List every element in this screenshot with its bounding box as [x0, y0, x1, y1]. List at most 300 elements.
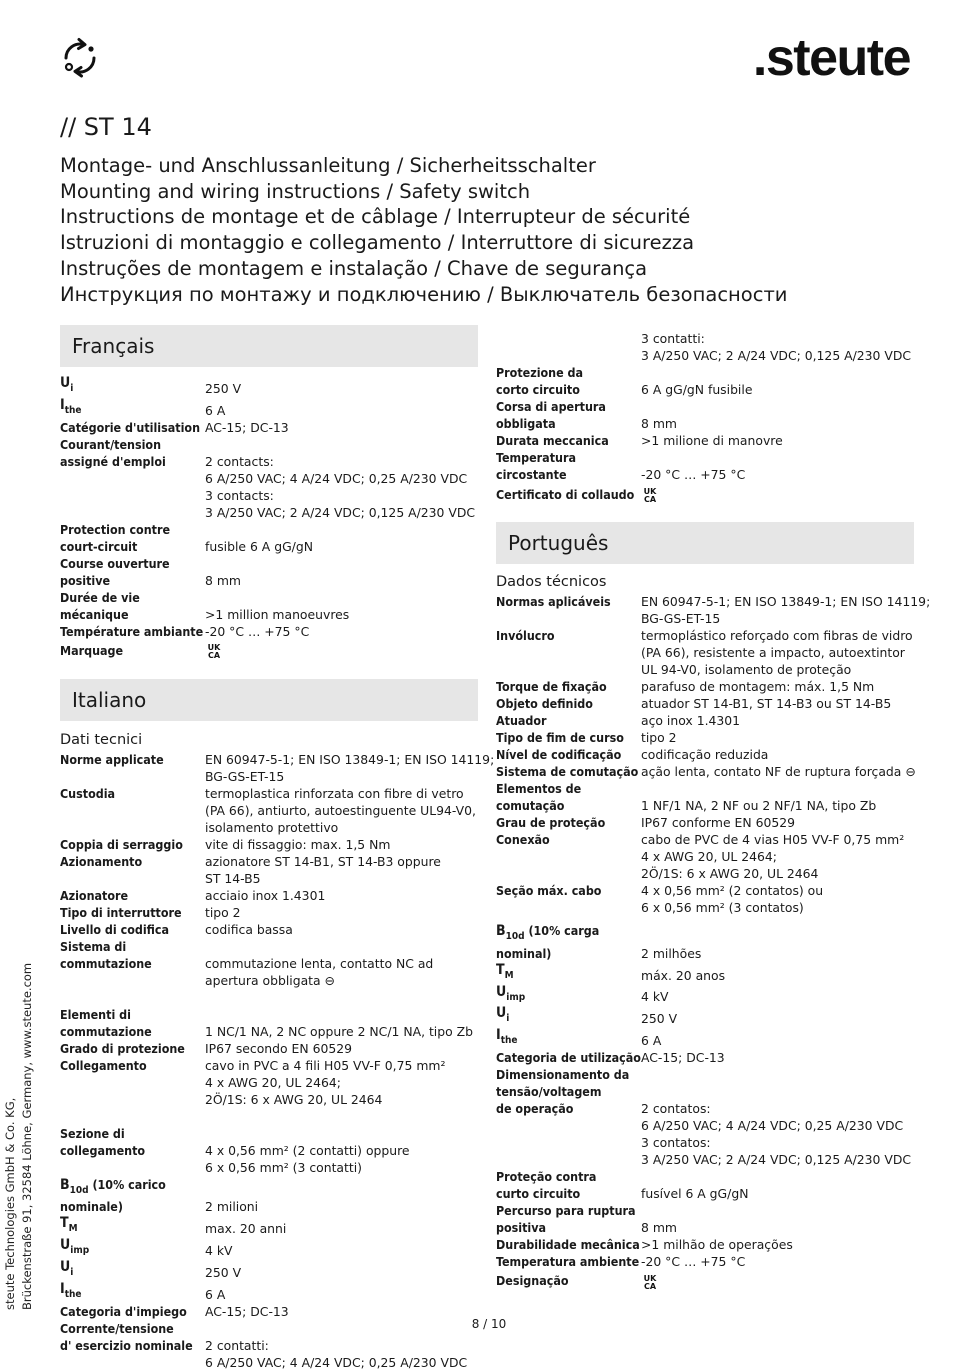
- spec-symbol: [60, 1237, 205, 1259]
- spec-label-line: Conexão: [496, 832, 550, 847]
- spec-symbol: [60, 1281, 205, 1303]
- spec-value: [641, 432, 914, 449]
- spec-row: [60, 419, 478, 436]
- spec-value-line: fusível 6 A gG/gN: [641, 1185, 749, 1201]
- spec-row: [60, 887, 478, 904]
- spec-row: [60, 1281, 478, 1303]
- subtitle-it: Istruzioni di montaggio e collegamento / Interruttore di sicurezza: [60, 231, 695, 255]
- spec-label: [496, 1005, 641, 1027]
- spec-label: [496, 483, 641, 505]
- spec-value: [205, 640, 478, 662]
- spec-value: [641, 1253, 914, 1270]
- spec-row: [60, 1057, 478, 1108]
- spec-value-line: UL 94-V0, isolamento de proteção: [641, 662, 852, 677]
- spec-value-line: max. 20 anni: [205, 1221, 287, 1237]
- spec-value-line: ST 14-B5: [205, 870, 261, 886]
- spec-value: [205, 436, 478, 521]
- spec-row: [496, 364, 914, 398]
- spec-label-line: Grau de proteção: [496, 815, 606, 830]
- spec-value-line: 3 contacts:: [205, 487, 274, 503]
- spec-value-line: 3 contatos:: [641, 1134, 711, 1150]
- spec-label-line: Torque de fixação: [496, 679, 607, 694]
- spec-label-line: Coppia di serraggio: [60, 836, 183, 852]
- spec-value-line: 2 contatti:: [205, 1337, 269, 1353]
- symbol-tail: (10% carico: [88, 1176, 166, 1192]
- spec-label-line: Azionatore: [60, 887, 129, 903]
- company-name: steute Technologies GmbH & Co. KG,: [3, 1097, 17, 1310]
- spec-label: [496, 1202, 641, 1236]
- spec-label: [60, 1125, 205, 1176]
- spec-row: [60, 1176, 478, 1216]
- spec-label: [60, 419, 205, 436]
- spec-value-line: 4 x 0,56 mm² (2 contatti) oppure: [205, 1142, 410, 1158]
- spec-value-line: 6 A/250 VAC; 4 A/24 VDC; 0,25 A/230 VDC: [205, 470, 468, 486]
- spec-value-line: AC-15; DC-13: [205, 419, 289, 435]
- spec-label: [496, 763, 641, 780]
- company-address: [2, 963, 36, 1310]
- spec-value: [641, 882, 914, 916]
- spec-row: [496, 1049, 914, 1066]
- spec-value: [205, 555, 478, 589]
- symbol-letter: T: [496, 961, 505, 978]
- spec-value-line: IP67 secondo EN 60529: [205, 1040, 352, 1056]
- spec-value-line: BG-GS-ET-15: [641, 611, 721, 626]
- spec-label: [60, 1176, 205, 1216]
- spec-value-line: (PA 66), antiurto, autoestinguente UL94-V0,: [205, 802, 476, 818]
- symbol-letter: I: [496, 1027, 501, 1044]
- svg-text:CA: CA: [643, 494, 657, 504]
- spec-label-line: Categoria de utilização: [496, 1049, 641, 1065]
- spec-value-line: tipo 2: [205, 904, 241, 920]
- spec-value-line: tipo 2: [641, 730, 677, 745]
- spec-value-line: 4 kV: [205, 1242, 233, 1258]
- symbol-letter: U: [496, 983, 507, 1000]
- spec-value-line: commutazione lenta, contatto NC ad: [205, 955, 434, 971]
- spec-value-line: BG-GS-ET-15: [205, 768, 285, 784]
- spec-value: [641, 678, 914, 695]
- spec-label-line: positiva: [496, 1219, 547, 1235]
- spec-label-line: Custodia: [60, 785, 116, 801]
- right-column: [496, 330, 931, 1292]
- spec-value: [641, 746, 914, 763]
- spec-label-line: corto circuito: [496, 382, 580, 397]
- spec-label-line: nominale): [60, 1199, 123, 1215]
- spec-label: [496, 1049, 641, 1066]
- spec-row: [60, 397, 478, 419]
- spec-label: [60, 1006, 205, 1040]
- spec-label-line: Azionamento: [60, 853, 143, 869]
- spec-value-line: 3 contatti:: [641, 331, 705, 346]
- spec-value-line: apertura obbligata ⊖: [205, 972, 335, 988]
- spec-label: [496, 780, 641, 814]
- spec-value-line: 2 contatos:: [641, 1100, 711, 1116]
- spec-value: [205, 623, 478, 640]
- spec-row: [496, 962, 914, 984]
- symbol-letter: I: [60, 396, 65, 413]
- spec-row: [496, 763, 914, 780]
- spec-label-line: Invólucro: [496, 628, 555, 643]
- spec-row: [496, 922, 914, 962]
- svg-text:CA: CA: [207, 651, 221, 661]
- spec-value-line: 6 A: [205, 1286, 226, 1302]
- company-street: Brückenstraße 91, 32584 Löhne, Germany, www.steute.com: [20, 962, 34, 1310]
- spec-label-line: Categoria d'impiego: [60, 1303, 187, 1319]
- spec-value-line: aço inox 1.4301: [641, 713, 741, 728]
- spec-value-line: 250 V: [205, 380, 242, 396]
- document-subtitles: [60, 153, 787, 307]
- spec-row: [60, 640, 478, 662]
- spec-value: [641, 712, 914, 729]
- spec-row: [496, 1202, 914, 1236]
- spec-label: [496, 984, 641, 1006]
- spec-table-portugues: [496, 593, 931, 1292]
- spec-row: [496, 330, 914, 364]
- spec-value-line: parafuso de montagem: máx. 1,5 Nm: [641, 679, 875, 694]
- spec-symbol: [496, 1005, 641, 1027]
- spec-value-line: 6 A/250 VAC; 4 A/24 VDC; 0,25 A/230 VDC: [641, 1117, 904, 1133]
- spec-value-line: codifica bassa: [205, 921, 293, 937]
- spec-label-line: Temperatura ambiente: [496, 1253, 640, 1269]
- spec-label-line: Proteção contra: [496, 1168, 597, 1184]
- spec-label-line: Sistema de comutação: [496, 764, 639, 779]
- spec-label-line: Objeto definido: [496, 696, 593, 711]
- spec-value: [205, 1040, 478, 1057]
- spec-label: [496, 712, 641, 729]
- spec-label: [496, 729, 641, 746]
- spec-label-line: tensão/voltagem: [496, 1083, 602, 1099]
- spec-row: [60, 521, 478, 555]
- spec-label-line: Tipo de fim de curso: [496, 730, 624, 745]
- spec-value: [641, 763, 916, 780]
- spec-value-line: termoplastica rinforzata con fibre di vetro: [205, 785, 464, 801]
- spec-label-line: obbligata: [496, 416, 556, 431]
- spec-row: [496, 695, 914, 712]
- spec-table-francais: [60, 375, 478, 662]
- symbol-subscript: imp: [70, 1244, 90, 1256]
- spec-value-line: fusible 6 A gG/gN: [205, 538, 313, 554]
- spec-label-line: commutazione: [60, 1023, 152, 1039]
- symbol-subscript: M: [68, 1223, 78, 1235]
- spec-label-line: Protection contre: [60, 521, 171, 537]
- spec-value-spacer: [641, 1083, 914, 1100]
- spec-symbol: [60, 1259, 205, 1281]
- spec-row: [60, 836, 478, 853]
- spec-row: [496, 984, 914, 1006]
- spec-value: [205, 589, 478, 623]
- spec-label: [496, 1253, 641, 1270]
- spec-label: [496, 432, 641, 449]
- spec-value: [641, 593, 930, 627]
- spec-value-spacer: [205, 436, 478, 453]
- spec-label: [60, 836, 205, 853]
- spec-row: [60, 751, 495, 785]
- spec-label-line: comutação: [496, 798, 565, 813]
- spec-label-line: court-circuit: [60, 538, 138, 554]
- spec-row: [496, 1027, 914, 1049]
- spec-label: [60, 785, 205, 836]
- symbol-letter: B: [60, 1176, 70, 1193]
- spec-row: [496, 1270, 914, 1292]
- spec-value-line: AC-15; DC-13: [641, 1049, 725, 1065]
- spec-value: [641, 449, 914, 483]
- spec-value: [205, 938, 478, 989]
- symbol-letter: T: [60, 1215, 69, 1232]
- spec-value-line: 4 x AWG 20, UL 2464;: [205, 1074, 341, 1090]
- spec-label: [496, 1236, 641, 1253]
- spec-row: [496, 814, 914, 831]
- spec-row: [496, 1005, 914, 1027]
- spec-value: [205, 1057, 478, 1108]
- spec-value: [205, 853, 478, 887]
- spec-label: [60, 521, 205, 555]
- spec-value-line: 8 mm: [205, 572, 241, 588]
- spec-value-line: termoplástico reforçado com fibras de vidro: [641, 628, 913, 643]
- spec-label: [496, 330, 641, 364]
- spec-label-line: Atuador: [496, 713, 547, 728]
- spec-value: [205, 521, 478, 555]
- spec-label-line: Courant/tension: [60, 436, 162, 452]
- symbol-letter: I: [60, 1280, 65, 1297]
- subtitle-pt: Instruções de montagem e instalação / Chave de segurança: [60, 256, 648, 280]
- ukca-mark: [205, 642, 478, 660]
- spec-label: [496, 678, 641, 695]
- spec-value: [205, 375, 478, 397]
- spec-value: [641, 780, 914, 814]
- spec-row: [60, 938, 478, 989]
- spec-label-line: Livello di codifica: [60, 921, 170, 937]
- spec-row: [60, 921, 478, 938]
- spec-value: [641, 1202, 914, 1236]
- spec-value-line: cavo in PVC a 4 fili H05 VV-F 0,75 mm²: [205, 1057, 446, 1073]
- spec-label-line: Tipo di interruttore: [60, 904, 182, 920]
- spec-symbol: [60, 1215, 205, 1237]
- spec-value: [641, 695, 914, 712]
- ukca-mark-icon: [205, 643, 223, 659]
- spec-value: [205, 1176, 478, 1216]
- spec-symbol: [60, 397, 205, 419]
- spec-label-line: Grado di protezione: [60, 1040, 185, 1056]
- spec-value-line: (PA 66), resistente a impacto, autoextintor: [641, 645, 905, 660]
- spec-label-line: Temperatura: [496, 450, 576, 465]
- spec-label: [496, 962, 641, 984]
- spec-label-line: Certificato di collaudo: [496, 486, 635, 502]
- spec-value-line: 1 NF/1 NA, 2 NF ou 2 NF/1 NA, tipo Zb: [641, 798, 877, 813]
- symbol-subscript: i: [70, 382, 74, 394]
- spec-label: [60, 589, 205, 623]
- spec-label: [60, 375, 205, 397]
- section-heading-francais: Français: [60, 325, 478, 367]
- spec-label: [496, 364, 641, 398]
- spec-value: [641, 814, 914, 831]
- spec-label: [60, 1215, 205, 1237]
- spec-label: [60, 921, 205, 938]
- spec-row: [60, 1125, 478, 1176]
- spec-value-line: 1 NC/1 NA, 2 NC oppure 2 NC/1 NA, tipo Zb: [205, 1023, 473, 1039]
- spec-value-line: 8 mm: [641, 416, 677, 431]
- spec-value: [641, 398, 914, 432]
- spec-row: [496, 627, 914, 678]
- spec-label: [60, 1057, 205, 1108]
- spec-label-line: Percurso para ruptura: [496, 1202, 636, 1218]
- spec-label-line: Course ouverture: [60, 555, 170, 571]
- spec-label: [496, 695, 641, 712]
- symbol-subscript: the: [64, 1288, 82, 1300]
- spec-value: [641, 729, 914, 746]
- symbol-subscript: imp: [506, 991, 526, 1003]
- spec-label-line: Normas aplicáveis: [496, 594, 611, 609]
- spec-value-line: 250 V: [205, 1264, 242, 1280]
- spec-value-line: 3 A/250 VAC; 2 A/24 VDC; 0,125 A/230 VDC: [205, 504, 476, 520]
- spec-row: [496, 483, 914, 505]
- spec-label-line: Nível de codificação: [496, 747, 622, 762]
- spec-value-line: 4 x AWG 20, UL 2464;: [641, 849, 777, 864]
- spec-value-line: >1 milhão de operações: [641, 1236, 793, 1252]
- brand-logo: .steute: [752, 29, 910, 87]
- spec-label: [496, 1270, 641, 1292]
- spec-value-line: >1 million manoeuvres: [205, 606, 350, 622]
- spec-label-line: mécanique: [60, 606, 129, 622]
- spec-label-line: Protezione da: [496, 365, 584, 380]
- spec-label-line: Marquage: [60, 643, 124, 659]
- spec-value-line: 8 mm: [641, 1219, 677, 1235]
- spec-label-line: collegamento: [60, 1142, 146, 1158]
- symbol-subscript: 10d: [69, 1184, 89, 1196]
- subtitle-fr: Instructions de montage et de câblage / Interrupteur de sécurité: [60, 205, 691, 229]
- spec-value: [641, 1027, 914, 1049]
- spec-label: [496, 922, 641, 962]
- spec-label-line: Corrente/tensione: [60, 1320, 174, 1336]
- spec-row: [496, 831, 914, 882]
- subtitle-en: Mounting and wiring instructions / Safety switch: [60, 179, 531, 203]
- spec-label: [60, 436, 205, 521]
- spec-value: [641, 1270, 914, 1292]
- spec-label-line: Dimensionamento da: [496, 1066, 630, 1082]
- spec-value-line: 250 V: [641, 1011, 678, 1027]
- spec-value-line: >1 milione di manovre: [641, 433, 783, 448]
- spec-label: [496, 882, 641, 916]
- subtitle-de: Montage- und Anschlussanleitung / Sicherheitsschalter: [60, 154, 596, 177]
- spec-row: [60, 436, 478, 521]
- spec-label: [60, 751, 205, 785]
- symbol-letter: B: [496, 923, 506, 939]
- spec-label: [60, 555, 205, 589]
- spec-value-line: 6 x 0,56 mm² (3 contatos): [641, 900, 804, 915]
- spec-value-line: 2Ö/1S: 6 x AWG 20, UL 2464: [641, 866, 819, 881]
- spec-value-line: azionatore ST 14-B1, ST 14-B3 oppure: [205, 853, 441, 869]
- spec-value: [205, 1006, 478, 1040]
- spec-value-line: cabo de PVC de 4 vias H05 VV-F 0,75 mm²: [641, 832, 905, 847]
- spec-row: [496, 678, 914, 695]
- spec-value: [205, 1281, 478, 1303]
- ukca-mark: [641, 485, 914, 503]
- spec-label-line: Designação: [496, 1273, 569, 1289]
- spec-row: [496, 593, 931, 627]
- spec-value: [205, 397, 478, 419]
- subtitle-ru: Инструкция по монтажу и подключению / Выключатель безопасности: [60, 282, 788, 306]
- spec-label-line: Sistema di: [60, 938, 127, 954]
- spec-symbol: [496, 1027, 641, 1049]
- spec-row: [60, 1006, 478, 1040]
- spec-value: [641, 364, 914, 398]
- spec-row: [496, 449, 914, 483]
- spec-row: [60, 375, 478, 397]
- spec-row: [496, 1236, 914, 1253]
- spec-label: [496, 1066, 641, 1168]
- spec-value-line: 3 A/250 VAC; 2 A/24 VDC; 0,125 A/230 VDC: [641, 348, 912, 363]
- spec-row: [496, 1253, 914, 1270]
- spec-label-line: Sezione di: [60, 1125, 125, 1141]
- document-title: // ST 14: [60, 113, 152, 141]
- spec-table-italiano-cont: [496, 330, 914, 505]
- spec-value: [205, 921, 478, 938]
- spec-label: [496, 1027, 641, 1049]
- spec-row: [60, 1259, 478, 1281]
- spec-symbol: [496, 962, 641, 984]
- spec-value-line: 6 A/250 VAC; 4 A/24 VDC; 0,25 A/230 VDC: [205, 1354, 468, 1370]
- section-heading-portugues: Português: [496, 522, 914, 564]
- spec-label-line: Elementi di: [60, 1006, 131, 1022]
- spec-label: [496, 449, 641, 483]
- spec-label-line: Collegamento: [60, 1057, 147, 1073]
- spec-label: [60, 1281, 205, 1303]
- spec-label: [496, 814, 641, 831]
- svg-text:UK: UK: [207, 643, 221, 653]
- spec-value: [205, 1125, 478, 1176]
- spec-label: [60, 623, 205, 640]
- page-number: 8 / 10: [471, 1317, 507, 1331]
- spec-value-line: EN 60947-5-1; EN ISO 13849-1; EN ISO 14119;: [641, 594, 931, 609]
- spec-label: [60, 1259, 205, 1281]
- spec-row: [496, 398, 914, 432]
- spec-value: [205, 887, 478, 904]
- spec-value-line: 2 milhões: [641, 945, 702, 961]
- spec-label-line: positive: [60, 572, 111, 588]
- spec-row: [60, 589, 478, 623]
- spec-value-line: atuador ST 14-B1, ST 14-B3 ou ST 14-B5: [641, 696, 892, 711]
- spec-value: [205, 904, 478, 921]
- ukca-mark-icon: [641, 1274, 659, 1290]
- spec-value: [205, 836, 478, 853]
- spec-symbol: [496, 984, 641, 1006]
- spec-value-line: codificação reduzida: [641, 747, 769, 762]
- spec-value-line: 2 contacts:: [205, 453, 274, 469]
- spec-value: [641, 627, 914, 678]
- spec-label-line: Seção máx. cabo: [496, 883, 602, 898]
- symbol-subscript: i: [70, 1266, 74, 1278]
- spec-row: [60, 623, 478, 640]
- spec-value-line: 2Ö/1S: 6 x AWG 20, UL 2464: [205, 1091, 383, 1107]
- spec-value: [205, 785, 478, 836]
- spec-label: [60, 397, 205, 419]
- spec-label-line: nominal): [496, 945, 552, 961]
- spec-label-line: Température ambiante: [60, 623, 204, 639]
- symbol-subscript: M: [504, 969, 514, 981]
- spec-value-line: -20 °C … +75 °C: [641, 1253, 746, 1269]
- spec-row: [496, 1168, 914, 1202]
- spec-value-line: acciaio inox 1.4301: [205, 887, 326, 903]
- spec-label: [60, 853, 205, 887]
- spec-label: [60, 1237, 205, 1259]
- spec-row: [496, 432, 914, 449]
- spec-value: [641, 962, 914, 984]
- spec-value: [641, 922, 914, 962]
- spec-value-line: AC-15; DC-13: [205, 1303, 289, 1319]
- subheading-italiano: Dati tecnici: [60, 731, 143, 748]
- spec-value-line: máx. 20 anos: [641, 967, 726, 983]
- ukca-mark-icon: [641, 487, 659, 503]
- spec-label-line: Durata meccanica: [496, 433, 609, 448]
- section-heading-italiano: Italiano: [60, 679, 478, 721]
